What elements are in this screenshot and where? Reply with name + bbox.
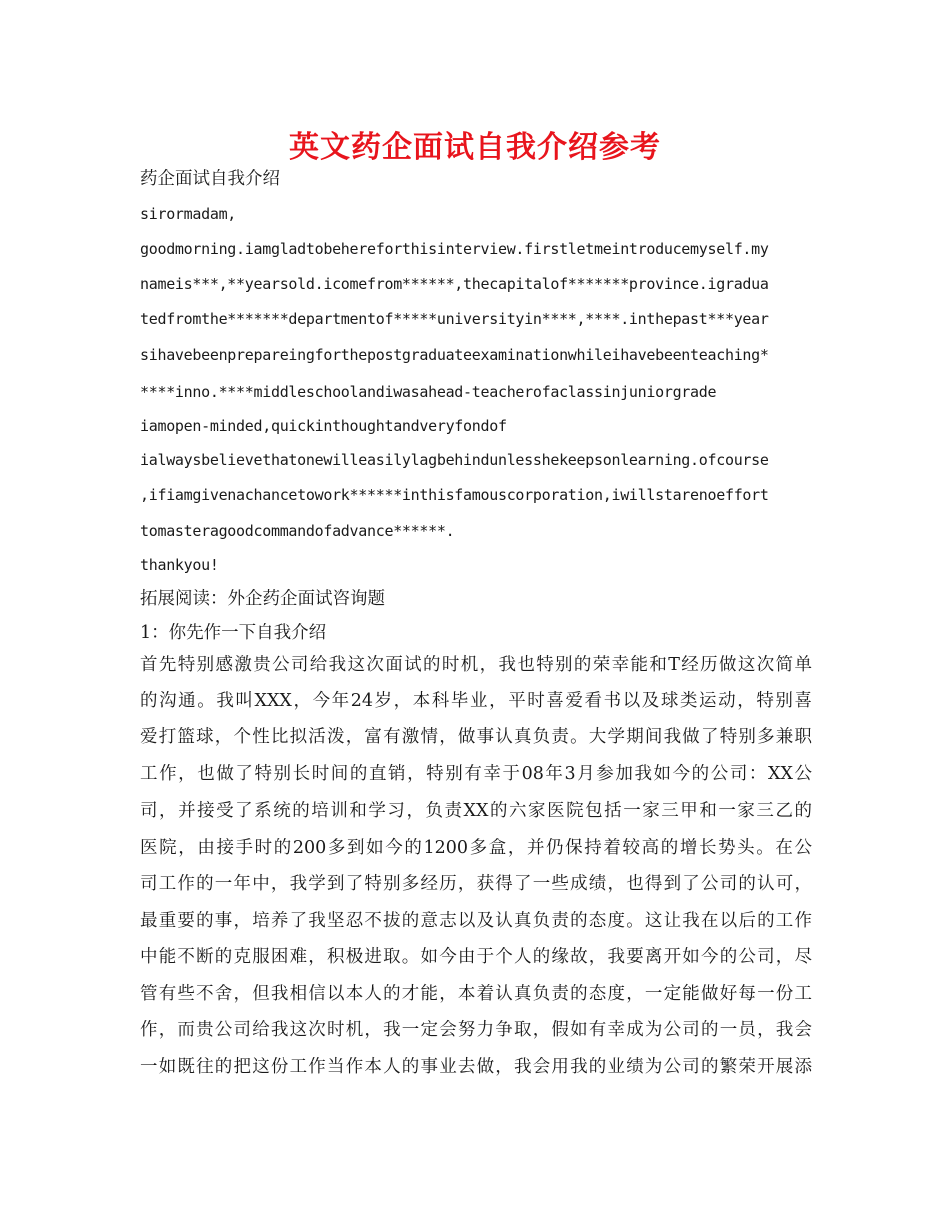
chinese-paragraph-line: 管有些不舍，但我相信以本人的才能，本着认真负责的态度，一定能做好每一份工 [140, 984, 812, 1004]
english-text-line: ****inno.****middleschoolandiwasahead-teacherofaclassinjuniorgrade [140, 383, 717, 401]
english-text-line: tomasteragoodcommandofadvance******. [140, 522, 455, 540]
english-text-line: nameis***,**yearsold.icomefrom******,thecapitalof*******province.igradua [140, 275, 769, 293]
question-heading: 1：你先作一下自我介绍 [140, 623, 327, 643]
greeting-line: sirormadam, [140, 205, 237, 223]
english-text-line: goodmorning.iamgladtobehereforthisinterview.firstletmeintroducemyself.my [140, 240, 769, 258]
english-text-line: tedfromthe*******departmentof*****universityin****,****.inthepast***year [140, 310, 769, 328]
english-text-line: ialwaysbelievethatonewilleasilylagbehindunlesshekeepsonlearning.ofcourse [140, 451, 769, 469]
chinese-paragraph-line: 的沟通。我叫XXX，今年24岁，本科毕业，平时喜爱看书以及球类运动，特别喜 [140, 691, 812, 711]
chinese-paragraph-line: 工作，也做了特别长时间的直销，特别有幸于08年3月参加我如今的公司：XX公 [140, 764, 812, 784]
chinese-paragraph-line: 一如既往的把这份工作当作本人的事业去做，我会用我的业绩为公司的繁荣开展添 [140, 1057, 812, 1077]
chinese-paragraph-line: 作，而贵公司给我这次时机，我一定会努力争取，假如有幸成为公司的一员，我会 [140, 1020, 812, 1040]
closing-line: thankyou! [140, 556, 219, 574]
section-heading: 药企面试自我介绍 [140, 169, 280, 189]
chinese-paragraph-line: 医院，由接手时的200多到如今的1200多盒，并仍保持着较高的增长势头。在公 [140, 838, 812, 858]
chinese-paragraph-line: 司，并接受了系统的培训和学习，负责XX的六家医院包括一家三甲和一家三乙的 [140, 801, 812, 821]
chinese-paragraph-line: 中能不断的克服困难，积极进取。如今由于个人的缘故，我要离开如今的公司，尽 [140, 947, 812, 967]
english-text-line: iamopen-minded,quickinthoughtandveryfondof [140, 417, 507, 435]
english-text-line: sihavebeenprepareingforthepostgraduateexaminationwhileihavebeenteaching* [140, 346, 769, 364]
extended-reading-heading: 拓展阅读：外企药企面试咨询题 [140, 589, 385, 609]
chinese-paragraph-line: 首先特别感激贵公司给我这次面试的时机，我也特别的荣幸能和T经历做这次简单 [140, 655, 812, 675]
english-text-line: ,ifiamgivenachancetowork******inthisfamouscorporation,iwillstarenoeffort [140, 486, 769, 504]
document-title: 英文药企面试自我介绍参考 [289, 130, 661, 165]
chinese-paragraph-line: 爱打篮球，个性比拟活泼，富有激情，做事认真负责。大学期间我做了特别多兼职 [140, 727, 812, 747]
chinese-paragraph-line: 最重要的事，培养了我坚忍不拔的意志以及认真负责的态度。这让我在以后的工作 [140, 911, 812, 931]
chinese-paragraph-line: 司工作的一年中，我学到了特别多经历，获得了一些成绩，也得到了公司的认可， [140, 874, 812, 894]
